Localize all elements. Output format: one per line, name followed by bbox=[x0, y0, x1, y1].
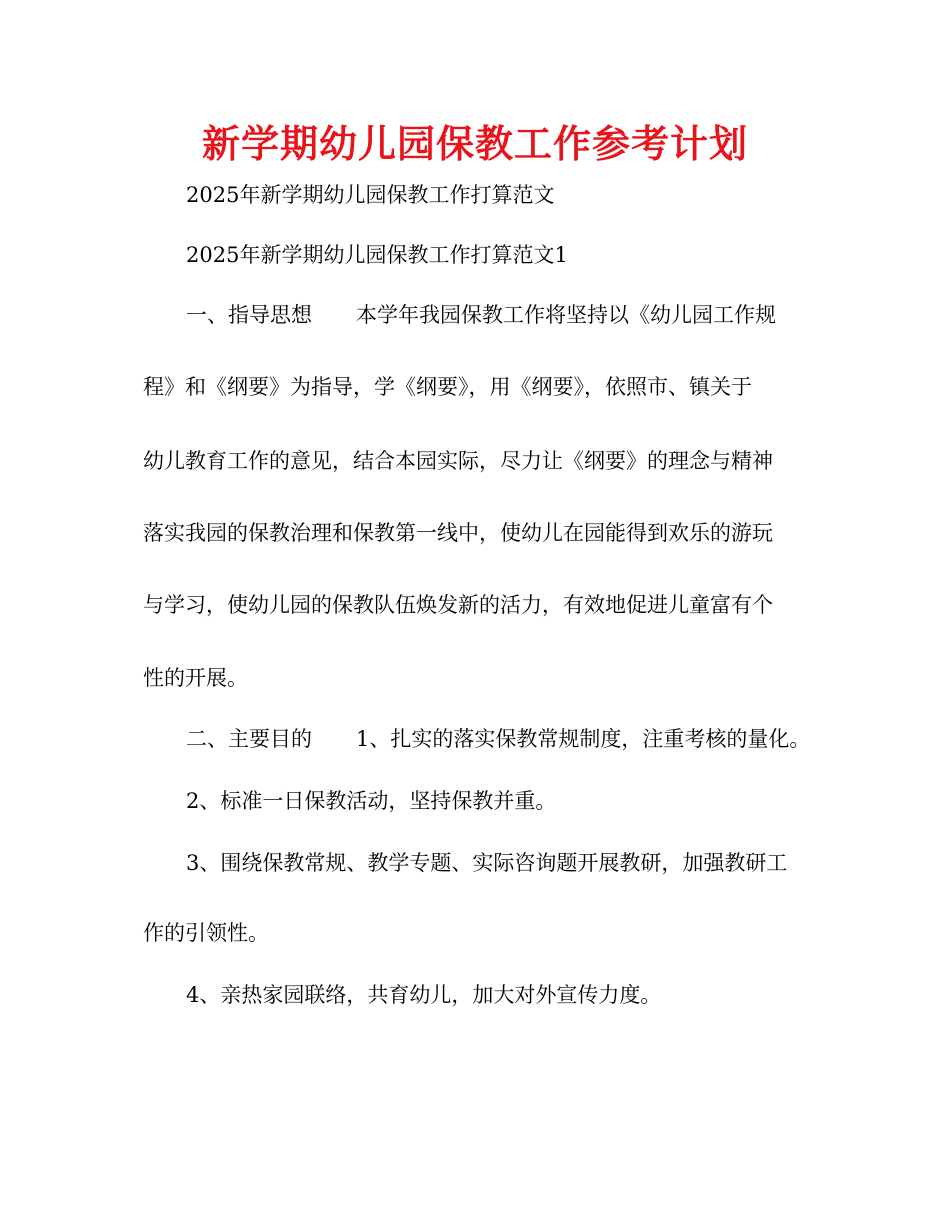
goal-item-4: 4、亲热家园联络，共育幼儿，加大对外宣传力度。 bbox=[186, 983, 662, 1007]
goal-item-2: 2、标准一日保教活动，坚持保教并重。 bbox=[186, 789, 557, 813]
section-heading: 2025年新学期幼儿园保教工作打算范文1 bbox=[186, 243, 568, 267]
section1-paragraph-line: 程》和《纲要》为指导，学《纲要》，用《纲要》，依照市、镇关于 bbox=[143, 375, 752, 399]
subtitle: 2025年新学期幼儿园保教工作打算范文 bbox=[186, 183, 555, 207]
document-title: 新学期幼儿园保教工作参考计划 bbox=[201, 122, 748, 166]
goal-item-1: 1、扎实的落实保教常规制度，注重考核的量化。 bbox=[356, 727, 811, 751]
section1-paragraph-line: 性的开展。 bbox=[143, 666, 248, 690]
section1-paragraph-line: 与学习，使幼儿园的保教队伍焕发新的活力，有效地促进儿童富有个 bbox=[143, 593, 773, 617]
section2-heading: 二、主要目的 bbox=[186, 727, 312, 751]
section1-first-line bbox=[186, 300, 776, 330]
section1-paragraph-line: 本学年我园保教工作将坚持以《幼儿园工作规 bbox=[356, 303, 776, 327]
section1-heading: 一、指导思想 bbox=[186, 303, 312, 327]
section1-paragraph-line: 落实我园的保教治理和保教第一线中，使幼儿在园能得到欢乐的游玩 bbox=[143, 521, 773, 545]
goal-item-3-continued: 作的引领性。 bbox=[143, 921, 269, 945]
section2-first-line bbox=[186, 724, 810, 754]
section1-paragraph-line: 幼儿教育工作的意见，结合本园实际，尽力让《纲要》的理念与精神 bbox=[143, 449, 773, 473]
goal-item-3: 3、围绕保教常规、教学专题、实际咨询题开展教研，加强教研工 bbox=[186, 851, 788, 875]
